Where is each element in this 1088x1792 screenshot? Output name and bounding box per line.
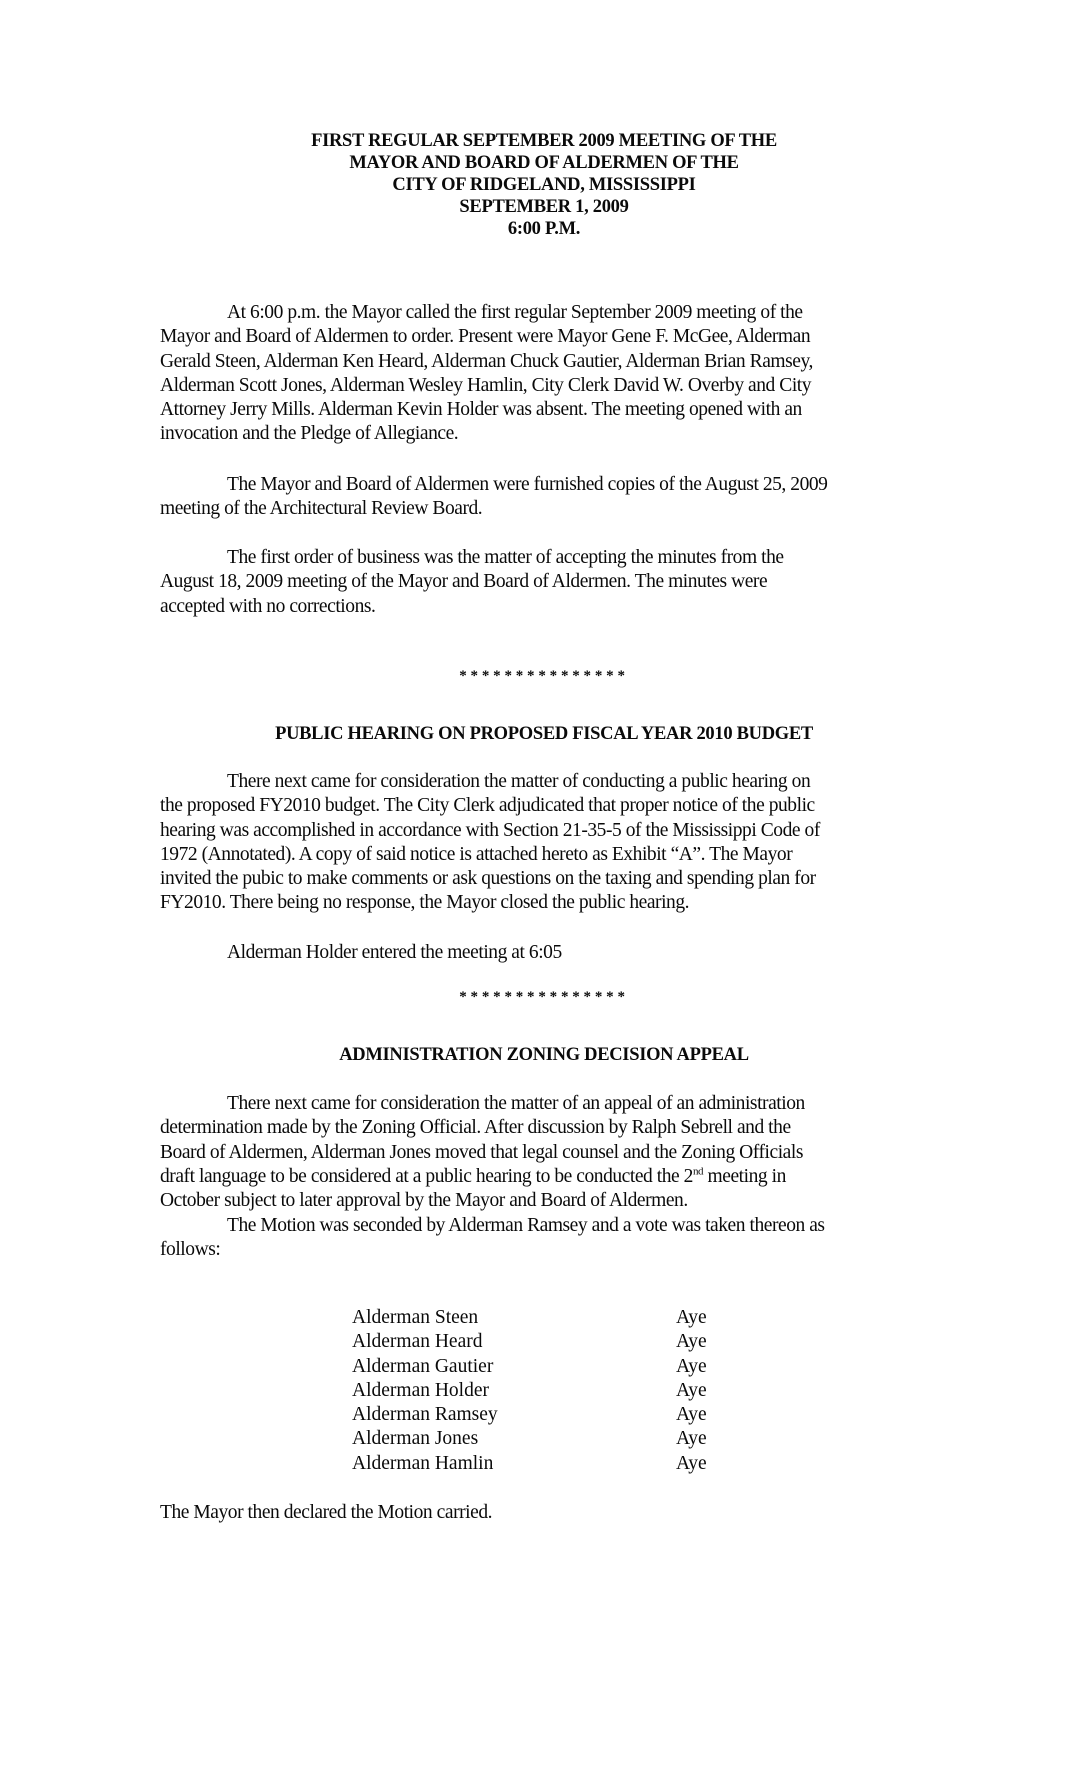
vote-row	[352, 1330, 707, 1354]
vote-value: Aye	[676, 1331, 707, 1353]
vote-row	[352, 1379, 707, 1403]
text-line: Mayor and Board of Aldermen to order. Present were Mayor Gene F. McGee, Alderman	[160, 326, 811, 348]
text-line: The first order of business was the matter of accepting the minutes from the	[227, 547, 784, 568]
vote-row	[352, 1306, 707, 1330]
vote-row	[352, 1355, 707, 1379]
voter-name: Alderman Gautier	[352, 1355, 494, 1377]
meeting-title	[160, 130, 928, 240]
text-line: Alderman Holder entered the meeting at 6:05	[227, 942, 562, 963]
vote-value: Aye	[676, 1404, 707, 1426]
vote-value: Aye	[676, 1355, 707, 1377]
holder-entered-note	[160, 941, 940, 965]
ordinal-suffix: nd	[692, 1165, 704, 1178]
voter-name: Alderman Holder	[352, 1379, 489, 1401]
vote-value: Aye	[676, 1428, 707, 1450]
text-segment: draft language to be considered at a public hearing to be conducted the 2	[160, 1165, 693, 1187]
vote-value: Aye	[676, 1452, 707, 1474]
text-line: The Mayor then declared the Motion carried.	[160, 1502, 493, 1523]
text-line: accepted with no corrections.	[160, 595, 376, 617]
section-separator: ***************	[459, 989, 629, 1005]
zoning-appeal-paragraph	[160, 1092, 940, 1213]
text-segment: meeting in	[703, 1165, 786, 1187]
vote-table	[352, 1306, 707, 1476]
voter-name: Alderman Heard	[352, 1331, 483, 1353]
text-line: Alderman Scott Jones, Alderman Wesley Hamlin, City Clerk David W. Overby and City	[160, 374, 812, 396]
text-line: Attorney Jerry Mills. Alderman Kevin Holder was absent. The meeting opened with an	[160, 399, 802, 421]
furnished-paragraph	[160, 473, 940, 522]
text-line: The Mayor and Board of Aldermen were furnished copies of the August 25, 2009	[227, 474, 828, 495]
text-line: At 6:00 p.m. the Mayor called the first regular September 2009 meeting of the	[227, 302, 803, 323]
motion-conclusion	[160, 1501, 940, 1525]
text-line: August 18, 2009 meeting of the Mayor and Board of Aldermen. The minutes were	[160, 571, 768, 593]
text-line: Gerald Steen, Alderman Ken Heard, Alderman Chuck Gautier, Alderman Brian Ramsey,	[160, 350, 813, 372]
text-line: determination made by the Zoning Official. After discussion by Ralph Sebrell and the	[160, 1117, 791, 1139]
text-line	[160, 1165, 940, 1189]
text-line: The Motion was seconded by Alderman Ramsey and a vote was taken thereon as	[227, 1215, 825, 1236]
text-line: invited the pubic to make comments or ask questions on the taxing and spending plan for	[160, 868, 816, 890]
section-heading-budget-hearing: PUBLIC HEARING ON PROPOSED FISCAL YEAR 2010 BUDGET	[275, 724, 813, 744]
title-line: CITY OF RIDGELAND, MISSISSIPPI	[392, 175, 696, 195]
text-line: follows:	[160, 1239, 221, 1261]
text-line: There next came for consideration the matter of conducting a public hearing on	[227, 771, 811, 792]
title-line: SEPTEMBER 1, 2009	[459, 197, 629, 217]
voter-name: Alderman Ramsey	[352, 1404, 498, 1426]
text-line: 1972 (Annotated). A copy of said notice is attached hereto as Exhibit “A”. The Mayor	[160, 843, 793, 865]
text-line: hearing was accomplished in accordance with Section 21-35-5 of the Mississippi Code of	[160, 819, 820, 841]
title-line: FIRST REGULAR SEPTEMBER 2009 MEETING OF THE	[311, 131, 777, 151]
text-line: There next came for consideration the matter of an appeal of an administration	[227, 1093, 805, 1114]
vote-row	[352, 1403, 707, 1427]
voter-name: Alderman Jones	[352, 1428, 479, 1450]
text-line: invocation and the Pledge of Allegiance.	[160, 423, 459, 445]
opening-paragraph	[160, 301, 940, 447]
voter-name: Alderman Hamlin	[352, 1452, 494, 1474]
vote-value: Aye	[676, 1379, 707, 1401]
section-heading-zoning-appeal: ADMINISTRATION ZONING DECISION APPEAL	[339, 1045, 749, 1065]
vote-value: Aye	[676, 1307, 707, 1328]
text-line: Board of Aldermen, Alderman Jones moved that legal counsel and the Zoning Officials	[160, 1141, 803, 1163]
minutes-paragraph	[160, 546, 940, 619]
title-line: MAYOR AND BOARD OF ALDERMEN OF THE	[349, 153, 739, 173]
motion-paragraph	[160, 1214, 940, 1263]
text-line: FY2010. There being no response, the Mayor closed the public hearing.	[160, 892, 690, 914]
text-line: the proposed FY2010 budget. The City Clerk adjudicated that proper notice of the public	[160, 795, 815, 817]
budget-hearing-paragraph	[160, 770, 940, 916]
text-line: October subject to later approval by the Mayor and Board of Aldermen.	[160, 1190, 688, 1212]
section-separator: ***************	[459, 668, 629, 684]
voter-name: Alderman Steen	[352, 1307, 479, 1328]
text-line: meeting of the Architectural Review Board.	[160, 498, 483, 520]
vote-row	[352, 1427, 707, 1451]
title-line: 6:00 P.M.	[507, 219, 581, 239]
vote-row	[352, 1452, 707, 1476]
